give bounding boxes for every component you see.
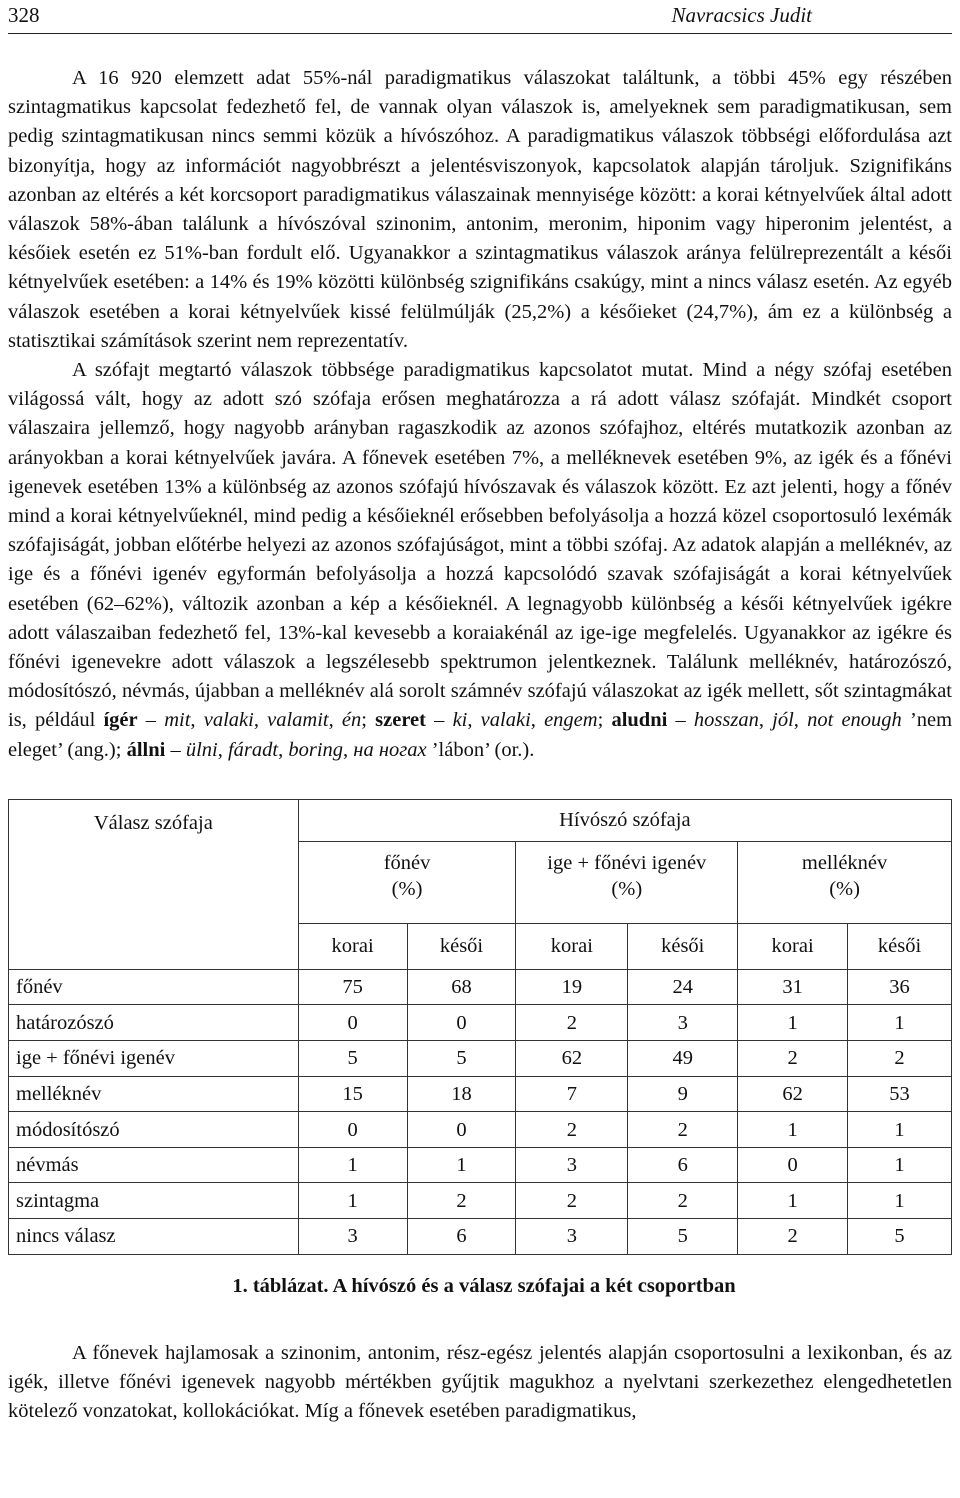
table-cell: 2 [738,1219,848,1255]
table-cell: 68 [407,969,516,1005]
example-word: ígér [103,709,138,732]
paragraph-1: A 16 920 elemzett adat 55%-nál paradigmatikus válaszokat találtunk, a többi 45% egy részében szintagmatikus kapcsolat fedezhető fel, de vannak olyan válaszok is, amelyeknek sem paradigmatikusan, sem pedig szintagmatikusan nincs semmi közük a hívószóhoz. A paradigmatikus válaszok többségi előfordulása azt bizonyítja, hogy az információt nagyobbrészt a jelentésviszonyok, kapcsolatok alapján tároljuk. Szignifikáns azonban az eltérés a két korcsoport paradigmatikus válaszainak mennyisége között: a korai kétnyelvűek által adott válaszok 58%-ában találunk a hívószóval szinonim, antonim, meronim, hiponim vagy hiperonim jelentést, a későiek esetén ez 51%-ban fordult elő. Ugyanakkor a szintagmatikus válaszok aránya felülreprezentált a késői kétnyelvűek esetében: a 14% és 19% közötti különbség szignifikáns csakúgy, mint a nincs válasz esetén. Az egyéb válaszok esetében a korai kétnyelvűek kissé felülmúlják (25,2%) a későieket (24,7%), ám ez a különbség a statisztikai számítások szerint nem reprezentatív. [8,67,952,352]
table-row [9,1147,952,1183]
table-cell: 9 [628,1076,738,1112]
table-row-header: Válasz szófaja [9,799,299,969]
table-cell: 3 [516,1147,628,1183]
table-cell: 0 [298,1112,407,1148]
table-cell: 5 [407,1041,516,1077]
example-word: szeret [375,709,426,732]
table-row [9,1041,952,1077]
table-cell: 49 [628,1041,738,1077]
table-cell: 19 [516,969,628,1005]
table-cell: 1 [298,1183,407,1219]
table-cell: 1 [738,1183,848,1219]
table-cell: 24 [628,969,738,1005]
table-cell: 0 [407,1005,516,1041]
word-class-table [8,799,952,1255]
table-cell: 3 [516,1219,628,1255]
table-cell: 5 [298,1041,407,1077]
table-cell: 7 [516,1076,628,1112]
column-unit: (%) [391,877,423,900]
example-word: állni [126,738,166,761]
table-cell: 53 [848,1076,952,1112]
table-cell: 6 [628,1147,738,1183]
row-label: nincs válasz [9,1219,299,1255]
table-row [9,969,952,1005]
column-name: melléknév [801,851,888,874]
table-column-header [298,841,516,923]
paragraph-3: A főnevek hajlamosak a szinonim, antonim, rész-egész jelentés alapján csoportosulni a lexikonban, és az igék, illetve főnévi igenevek nagyobb mértékben gyűjtik magukhoz a nyelvtani szerkezethez elengedhetetlen kötelező vonzatokat, kollokációkat. Míg a főnevek esetében paradigmatikus, [8,1341,952,1423]
example-word: aludni [611,709,668,732]
table-cell: 2 [738,1041,848,1077]
table-cell: 3 [298,1219,407,1255]
row-label: főnév [9,969,299,1005]
table-cell: 5 [628,1219,738,1255]
row-label: szintagma [9,1183,299,1219]
table-caption: 1. táblázat. A hívószó és a válasz szófajai a két csoportban [232,1274,736,1297]
table-cell: 2 [407,1183,516,1219]
table-subheader: korai [298,923,407,969]
table-cell: 36 [848,969,952,1005]
table-cell: 6 [407,1219,516,1255]
table-row [9,1076,952,1112]
row-label: határozószó [9,1005,299,1041]
table-subheader: korai [516,923,628,969]
table-row [9,1183,952,1219]
column-unit: (%) [829,877,860,900]
table-cell: 1 [407,1147,516,1183]
table-cell: 15 [298,1076,407,1112]
table-cell: 62 [738,1076,848,1112]
table-group-header: Hívószó szófaja [298,799,951,841]
table-cell: 18 [407,1076,516,1112]
table-cell: 3 [628,1005,738,1041]
table-cell: 0 [407,1112,516,1148]
table-cell: 5 [848,1219,952,1255]
table-subheader: késői [407,923,516,969]
table-cell: 1 [848,1005,952,1041]
table-subheader: késői [848,923,952,969]
page-number: 328 [8,3,40,27]
table-cell: 0 [738,1147,848,1183]
table-cell: 1 [738,1005,848,1041]
table-cell: 1 [848,1112,952,1148]
column-unit: (%) [611,877,643,900]
row-label: módosítószó [9,1112,299,1148]
table-cell: 1 [298,1147,407,1183]
table-subheader: korai [738,923,848,969]
running-header [8,0,952,34]
table-cell: 75 [298,969,407,1005]
table-cell: 1 [738,1112,848,1148]
table-column-header [738,841,952,923]
row-label: melléknév [9,1076,299,1112]
column-name: főnév [383,851,431,874]
body-text [8,64,952,765]
row-label: ige + főnévi igenév [9,1041,299,1077]
table-cell: 2 [628,1112,738,1148]
row-label: névmás [9,1147,299,1183]
table-row [9,1005,952,1041]
table-cell: 2 [516,1183,628,1219]
table-cell: 62 [516,1041,628,1077]
table-cell: 0 [298,1005,407,1041]
table-cell: 1 [848,1183,952,1219]
table-cell: 31 [738,969,848,1005]
table-column-header [516,841,738,923]
table-cell: 1 [848,1147,952,1183]
table-cell: 2 [516,1005,628,1041]
column-name: ige + főnévi igenév [547,851,707,874]
table-row [9,1112,952,1148]
running-author: Navracsics Judit [671,3,812,27]
table-subheader: késői [628,923,738,969]
table-cell: 2 [848,1041,952,1077]
paragraph-2: A szófajt megtartó válaszok többsége paradigmatikus kapcsolatot mutat. Mind a négy szófaj esetében világossá vált, hogy az adott szó szófaja erősen meghatározza a rá adott válasz szófaját. Mindkét csoport válaszaira jellemző, hogy nagyobb arányban ragaszkodik az azonos szófajhoz, eltérés mutatkozik azonban az arányokban a korai kétnyelvűek javára. A főnevek esetében 7%, a melléknevek esetében 9%, az igék és a főnévi igenevek esetében 13% a különbség az azonos szófajú hívószavak és válaszok között. Ez azt jelenti, hogy a főnév mind a korai kétnyelvűeknél, mind pedig a későieknél erősebben befolyásolja a hozzá közel csoportosuló lexémák szófajiságát, jobban előtérbe helyezi az azonos szófajúságot, mint a többi szófaj. Az adatok alapján a melléknév, az ige és a főnévi igenév egyformán befolyásolja a hozzá kapcsolódó szavak szófajiságát a korai kétnyelvűek esetében (62–62%), változik azonban a kép a későieknél. A legnagyobb különbség a késői kétnyelvűek igékre adott válaszaiban fedezhető fel, 13%-kal kevesebb a koraiakénál az ige-ige megfelelés. Ugyanakkor az igékre és főnévi igenevekre adott válaszok a legszélesebb spektrumon jelentkeznek. Találunk melléknév, határozószó, módosítószó, névmás, újabban a melléknév alá sorolt számnév szófajú válaszokat az igék mellett, sőt szintagmákat is, például ígér – mit, valaki, valamit, én; szeret – ki, valaki, engem; aludni – hosszan, jól, not enough ’nem eleget’ (ang.); állni – ülni, fáradt, boring, на ногах ’lábon’ (or.). [8,359,953,761]
table-row [9,1219,952,1255]
table-cell: 2 [516,1112,628,1148]
table-cell: 2 [628,1183,738,1219]
